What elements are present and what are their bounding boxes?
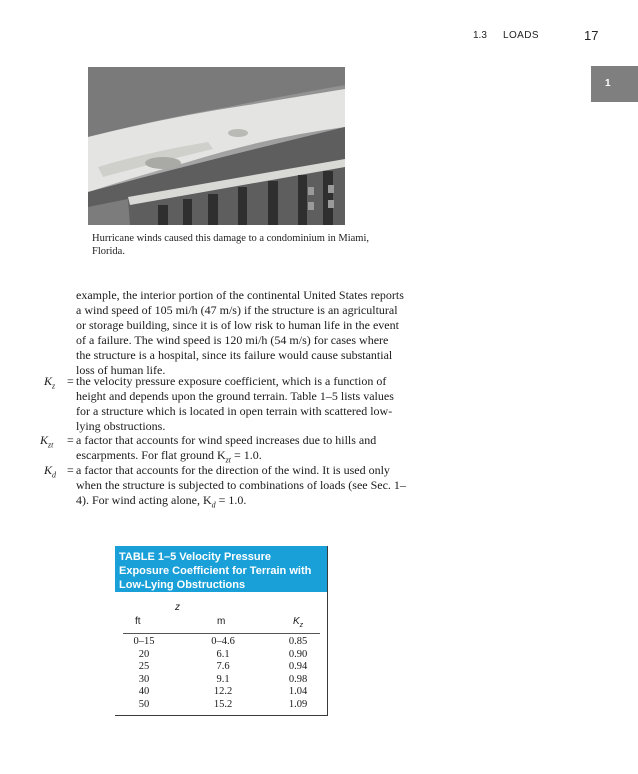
page-number: 17 — [584, 28, 599, 43]
exposure-coefficient-table — [115, 546, 328, 716]
equals-sign: = — [67, 463, 74, 477]
chapter-tab: 1 — [591, 66, 638, 102]
table-row — [115, 699, 327, 712]
column-header-ft: ft — [135, 616, 141, 627]
table-row — [115, 649, 327, 662]
cell-kz: 0.98 — [288, 673, 308, 685]
cell-kz: 0.90 — [288, 648, 308, 660]
cell-ft: 20 — [138, 648, 150, 660]
cell-kz: 0.85 — [288, 636, 308, 647]
definition-text: a factor that accounts for the direction of the wind. It is used only when the structure is subjected to combinations of loads (see Sec. 1–4). For wind acting alone, $K_d = 1.0$. — [76, 463, 406, 510]
definition-text: a factor that accounts for wind speed increases due to hills and escarpments. For flat ground $K_{zt} = 1.0$. — [76, 433, 377, 465]
cell-m: 9.1 — [216, 673, 230, 685]
definition-symbol: $K_{zt}$ — [40, 433, 54, 450]
cell-m: 7.6 — [216, 661, 230, 673]
definition-symbol: $K_d$ — [44, 463, 57, 480]
cell-m: 6.1 — [216, 648, 230, 660]
table-row — [115, 661, 327, 674]
column-header-kz: $K_z$ — [293, 616, 304, 629]
running-header-title: LOADS — [503, 30, 539, 41]
definition-text: the velocity pressure exposure coefficient, which is a function of height and depends upon the ground terrain. Table 1–5 lists values for a structure which is located in open terrain with scattered low-lying obstructions. — [76, 374, 394, 433]
table-row — [115, 674, 327, 687]
cell-ft: 25 — [138, 661, 150, 673]
cell-m: 0–4.6 — [211, 636, 235, 647]
cell-m: 15.2 — [213, 698, 233, 710]
running-header-section: 1.3 — [473, 30, 487, 41]
table-row — [115, 686, 327, 699]
cell-ft: 30 — [138, 673, 150, 685]
cell-ft: 0–15 — [133, 636, 155, 647]
cell-ft: 50 — [138, 698, 150, 710]
cell-kz: 1.09 — [288, 698, 308, 710]
definition-symbol: $K_z$ — [44, 374, 56, 391]
column-header-m: m — [217, 616, 226, 627]
table-row — [115, 636, 327, 649]
equals-sign: = — [67, 374, 74, 388]
table-rule — [123, 633, 320, 634]
hurricane-damage-photo — [88, 67, 345, 225]
cell-m: 12.2 — [213, 686, 233, 698]
body-paragraph: example, the interior portion of the continental United States reports a wind speed of 105 mi/h (47 m/s) if the structure is an agricultural or storage building, since it is of low risk to human life in the event of a failure. The wind speed is 120 mi/h (54 m/s) for cases where the structure is a hospital, since its failure would cause substantial loss of human life. — [76, 288, 404, 377]
table-group-header: z — [175, 602, 180, 613]
table-title: TABLE 1–5 Velocity Pressure Exposure Coefficient for Terrain with Low-Lying Obstructions — [115, 546, 327, 592]
cell-kz: 0.94 — [288, 661, 308, 673]
cell-ft: 40 — [138, 686, 150, 698]
photo-caption: Hurricane winds caused this damage to a condominium in Miami, Florida. — [92, 233, 370, 257]
equals-sign: = — [67, 433, 74, 447]
cell-kz: 1.04 — [288, 686, 308, 698]
table-body — [115, 636, 327, 712]
